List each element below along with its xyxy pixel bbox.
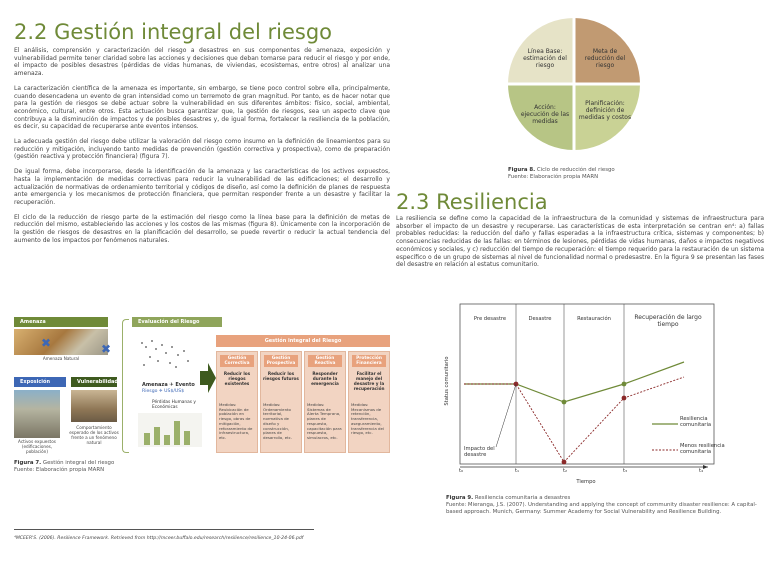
section-23-paragraph: La resiliencia se define como la capacidad de la infraestructura de la comunidad y sistemas de infraestructura para absorber el impacto de un desastre y recuperarse. Las características de esta interpretación se centran en⁴: a) fallas probables reducidas: la reducción del daño y fallas esperadas a la infraestructura crítica, sistemas y componentes; b) consecuencias reducidas de las fallas: en términos de lesiones, pérdidas de vidas humanas, daños e impactos negativos económicos y sociales, y c) reducción del tiempo de recuperación: el tiempo requerido para la restauración de un sistema específico o de un grupo de sistemas al nivel de funcionalidad normal o predesastre. En la figura 9 se presentan las fases del desastre en relación al estatus comunitario.	[396, 215, 764, 269]
resilience-chart-svg	[446, 302, 760, 492]
paragraph: La adecuada gestión del riesgo debe utilizar la valoración del riesgo como insumo en la definición de lineamientos para su reducción y mitigación, incluyendo tanto medidas de prevención (gestión correctiva y prospectiva), como de preparación (gestión reactiva y protección financiera) (figura 7).	[14, 138, 390, 161]
x-tick: t₀	[458, 468, 464, 474]
vulnerabilidad-label: Vulnerabilidad	[71, 377, 117, 387]
caption-title: Figura 7.	[14, 460, 42, 466]
x-tick: t₂	[562, 468, 568, 474]
volcano-photo	[14, 329, 108, 355]
quadrant-label-planificacion: Planificación: definición de medidas y costos	[578, 100, 632, 121]
column-medidas: Medidas: Ordenamiento territorial, normativa de diseño y construcción, planes de desarrollo, etc.	[263, 402, 293, 440]
quadrant-label-meta: Meta de reducción del riesgo	[584, 48, 626, 69]
amenaza-evento-label: Amenaza ✈ Evento	[142, 382, 195, 388]
multiply-icon: ✖	[40, 336, 52, 350]
gestion-integral-header: Gestión integral del Riesgo	[216, 335, 390, 347]
caption-source: Fuente: Elaboración propia MARN	[14, 467, 105, 473]
figure-8-caption	[508, 167, 708, 181]
column-sub: Facilitar el manejo del desastre y la recuperación	[353, 371, 385, 391]
paragraph: De igual forma, debe incorporarse, desde la identificación de la amenaza y las características de los activos expuestos, hasta la implementación de medidas correctivas para reducir la vulnerabilidad de las edificaciones; el desarrollo y actualización de normativas de ordenamiento territorial y códigos de diseño, así como la definición de planes de respuesta ante emergencia y los mecanismos de protección financiera, que permitan responder frente a un desastre y facilitar la recuperación.	[14, 168, 390, 206]
column-sub: Responder durante la emergencia	[311, 371, 339, 386]
figure-9-chart	[446, 302, 760, 492]
quadrant-label-baseline: Línea Base: estimación del riesgo	[523, 48, 567, 69]
perdidas-label: Pérdidas Humanas y Económicas	[152, 400, 196, 410]
x-tick: t₁	[514, 468, 520, 474]
x-tick: t₄	[698, 468, 704, 474]
caption-text: Gestión integral del riesgo	[42, 460, 115, 466]
column-head: Protección Financiera	[352, 355, 386, 367]
phase-label: Recuperación de largo tiempo	[634, 314, 702, 328]
phase-label: Desastre	[528, 316, 552, 322]
legend-menos-resiliente: Menos resiliencia comunitaria	[680, 443, 725, 455]
paragraph: El ciclo de la reducción de riesgo parte de la estimación del riesgo como la línea base para la definición de metas de reducción del mismo, estableciendo las acciones y los costos de las mismas (figura 8). Únicamente con la incorporación de la gestión de riesgos de desastres en la planificación del desarrollo, se puede revertir o reducir la actual tendencia del aumento de los impactos por fenómenos naturales.	[14, 213, 390, 244]
column-medidas: Medidas: Reubicación de población en riesgo, obras de mitigación, reforzamiento de infraestructura, etc.	[219, 402, 253, 440]
arrow-right-icon	[200, 363, 216, 393]
section-title-resiliencia: 2.3 Resiliencia	[396, 190, 548, 214]
section-22-body	[14, 47, 390, 244]
exposicion-label: Exposición	[14, 377, 66, 387]
legend-resiliente: Resiliencia comunitaria	[680, 416, 712, 428]
figure-7-caption	[14, 460, 254, 474]
paragraph: La caracterización científica de la amenaza es importante, sin embargo, se tiene poco control sobre ella, principalmente, cuando desencadena un evento de gran intensidad como un terremoto de gran magnitud. Por tanto, es de hacer notar que para la gestión de riesgos se debe actuar sobre la vulnerabilidad en sus diferentes ámbitos: físico, social, ambiental, económico, cultural, entre otros. Esta actuación busca garantizar que, la gestión de riesgos, sea un aspecto clave que contribuya a la disminución de impactos y de posibles desastres y, de igual forma, fortalecer la resiliencia de la población, es decir, su capacidad de recuperarse ante eventos intensos.	[14, 84, 390, 131]
column-medidas: Medidas: Mecanismos de retención, transferencia, aseguramiento, transferencia del riesgo, etc.	[351, 402, 384, 436]
bracket-divider	[122, 319, 129, 453]
caption-source: Fuente: Elaboración propia MARN	[508, 174, 599, 180]
riesgo-label: Riesgo ✈ US$/US$	[142, 389, 185, 394]
map-dots-icon	[132, 331, 202, 379]
phase-label: Restauración	[577, 316, 611, 322]
damaged-building-photo	[71, 390, 117, 422]
figure-7-diagram	[14, 315, 390, 457]
amenaza-caption: Amenaza Natural	[42, 356, 80, 361]
column-head: Gestión Reactiva	[308, 355, 342, 367]
quadrant-label-accion: Acción: ejecución de las medidas	[520, 104, 570, 125]
footnote-rule	[14, 529, 314, 530]
x-axis-label: Tiempo	[576, 479, 596, 485]
caption-source: Fuente: Mieranga, J.S. (2007). Understanding and applying the concept of community disaster resilience: A capital-based approach. Munich, Germany: Summer Academy for Social Vulnerability and Resilience Building.	[446, 502, 757, 515]
column-sub: Reducir los riesgos existentes	[223, 371, 251, 386]
city-photo	[14, 390, 60, 438]
amenaza-label: Amenaza	[14, 317, 108, 327]
caption-title: Figura 9.	[446, 495, 474, 501]
y-axis-label: Status comunitario	[444, 356, 450, 406]
column-head: Gestión Prospectiva	[264, 355, 298, 367]
risk-cycle-diagram	[506, 16, 642, 152]
paragraph: El análisis, comprensión y caracterización del riesgo a desastres en sus componentes de amenaza, exposición y vulnerabilidad permite tener claridad sobre las acciones y decisiones que deban tomarse para reducir el riesgo y por ende, el impacto de posibles desastres (pérdidas de vidas humanas, de viviendas, ecosistemas, entre otros) al analizar una amenaza.	[14, 47, 390, 78]
loss-bar-chart	[138, 413, 202, 447]
impact-label: Impacto del desastre	[464, 446, 495, 458]
column-head: Gestión Correctiva	[220, 355, 254, 367]
column-sub: Reducir los riesgos futuros	[263, 371, 299, 381]
caption-title: Figura 8.	[508, 167, 536, 173]
footnote: ⁴MCEER'S. (2006). Resilience Framework. Retrieved from http://mceer.buffalo.edu/research/resilience/resilience_10-24-06.pdf	[14, 536, 304, 541]
column-medidas: Medidas: Sistemas de Alerta Temprana, planes de respuesta, capacitación para respuesta, simulacros, etc.	[307, 402, 342, 440]
section-title-gestion: 2.2 Gestión integral del riesgo	[14, 20, 333, 44]
caption-text: Resiliencia comunitaria a desastres	[474, 495, 571, 501]
phase-label: Pre desastre	[473, 316, 507, 322]
evaluacion-header: Evaluación del Riesgo Sísmico	[132, 317, 222, 327]
caption-text: Ciclo de reducción del riesgo	[536, 167, 615, 173]
exposicion-caption: Activos expuestos (edificaciones, población)	[18, 439, 56, 454]
vulnerabilidad-caption: Comportamiento esperado de los activos frente a un fenómeno natural	[69, 425, 119, 445]
figure-9-caption	[446, 495, 762, 516]
x-tick: t₃	[622, 468, 628, 474]
risk-cycle-svg	[506, 16, 642, 152]
multiply-icon: ✖	[100, 342, 112, 356]
